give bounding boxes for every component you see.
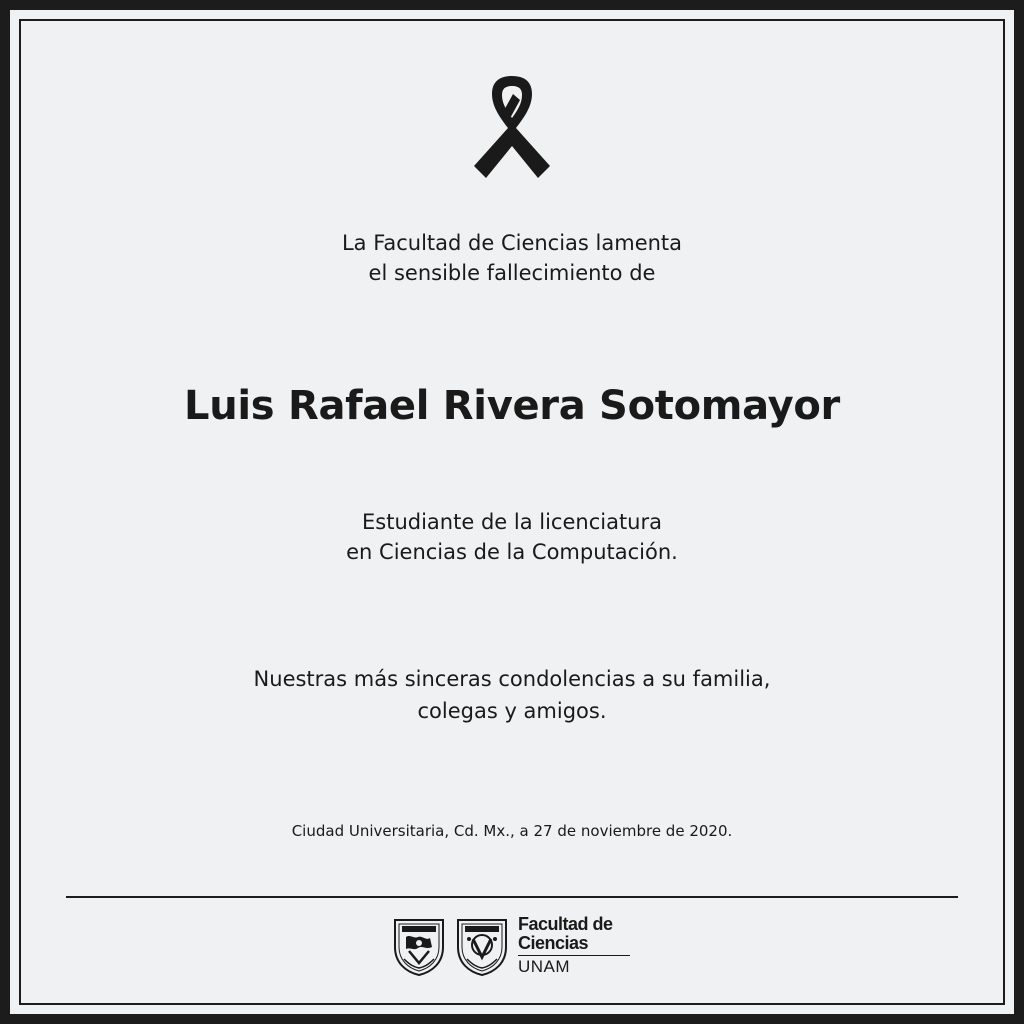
- logo-line-1: Facultad de: [518, 914, 613, 934]
- logo-line-2: Ciencias: [518, 933, 589, 953]
- intro-text: [60, 228, 964, 288]
- intro-line-2: el sensible fallecimiento de: [368, 261, 656, 285]
- logo-line-3: UNAM: [518, 957, 571, 976]
- intro-line-1: La Facultad de Ciencias lamenta: [341, 231, 683, 255]
- role-text: [60, 507, 964, 567]
- place-date: Ciudad Universitaria, Cd. Mx., a 27 de noviembre de 2020.: [291, 822, 733, 840]
- role-line-2: en Ciencias de la Computación.: [346, 540, 678, 564]
- condolences-text: [60, 663, 964, 727]
- footer-divider: [66, 896, 958, 898]
- faculty-logo: [518, 915, 638, 976]
- unam-seal-icon: [392, 917, 446, 977]
- logo-rule: [518, 955, 630, 956]
- role-line-1: Estudiante de la licenciatura: [362, 510, 662, 534]
- condolences-line-1: Nuestras más sinceras condolencias a su familia,: [253, 667, 771, 691]
- mourning-ribbon-icon: [462, 66, 562, 181]
- faculty-seal-icon: [455, 917, 509, 977]
- condolences-line-2: colegas y amigos.: [417, 699, 607, 723]
- deceased-name: Luis Rafael Rivera Sotomayor: [184, 383, 840, 429]
